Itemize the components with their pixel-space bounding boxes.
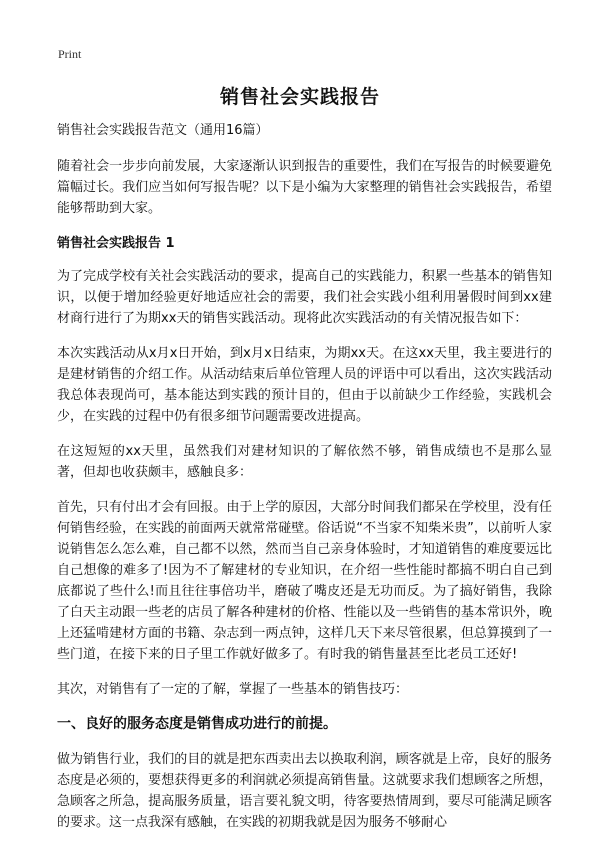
- body-paragraph: 首先，只有付出才会有回报。由于上学的原因，大部分时间我们都呆在学校里，没有任何销售经验，在实践的前面两天就常常碰壁。俗话说“不当家不知柴米贵”，以前听人家说销售怎么怎么难，自己都不以然，然而当自己亲身体验时，才知道销售的难度要远比自己想像的难多了!因为不了解建材的专业知识，在介绍一些性能时都搞不明白自己到底都说了些什么!而且往往事倍功半，磨破了嘴皮还是无功而反。为了搞好销售，我除了白天主动跟一些老的店员了解各种建材的价格、性能以及一些销售的基本常识外，晚上还猛啃建材方面的书籍、杂志到一两点钟，这样几天下来尽管很累，但总算摸到了一些门道，在接下来的日子里工作就好做多了。有时我的销售量甚至比老员工还好!: [57, 500, 552, 662]
- body-paragraph: 在这短短的xx天里，虽然我们对建材知识的了解依然不够，销售成绩也不是那么显著，但却也收获颇丰，感触良多：: [57, 444, 552, 480]
- body-paragraph: 做为销售行业，我们的目的就是把东西卖出去以换取利润，顾客就是上帝，良好的服务态度是必须的，要想获得更多的利润就必须提高销售量。这就要求我们想顾客之所想，急顾客之所急，提高服务质量，语言要礼貌文明，待客要热情周到，要尽可能满足顾客的要求。这一点我深有感触，在实践的初期我就是因为服务不够耐心: [57, 752, 552, 830]
- document-subtitle: 销售社会实践报告范文（通用16篇）: [57, 123, 269, 138]
- body-paragraph: 其次，对销售有了一定的了解，掌握了一些基本的销售技巧：: [57, 682, 409, 697]
- body-paragraph: 本次实践活动从x月x日开始，到x月x日结束，为期xx天。在这xx天里，我主要进行的是建材销售的介绍工作。从活动结束后单位管理人员的评语中可以看出，这次实践活动我总体表现尚可，基本能达到实践的预计目的，但由于以前缺少工作经验，实践机会少，在实践的过程中仍有很多细节问题需要改进提高。: [57, 346, 552, 424]
- document-body: [57, 120, 552, 847]
- section-heading: 销售社会实践报告 1: [57, 236, 175, 251]
- body-paragraph: 为了完成学校有关社会实践活动的要求，提高自己的实践能力，积累一些基本的销售知识，以便于增加经验更好地适应社会的需要，我们社会实践小组利用暑假时间到xx建材商行进行了为期xx天的销售实践活动。现将此次实践活动的有关情况报告如下：: [57, 269, 552, 326]
- print-link[interactable]: Print: [58, 47, 82, 61]
- subsection-heading: 一、良好的服务态度是销售成功进行的前提。: [57, 716, 337, 732]
- page-title: 销售社会实践报告: [219, 86, 380, 108]
- intro-paragraph: 随着社会一步步向前发展，大家逐渐认识到报告的重要性，我们在写报告的时候要避免篇幅过长。我们应当如何写报告呢？以下是小编为大家整理的销售社会实践报告，希望能够帮助到大家。: [57, 159, 552, 216]
